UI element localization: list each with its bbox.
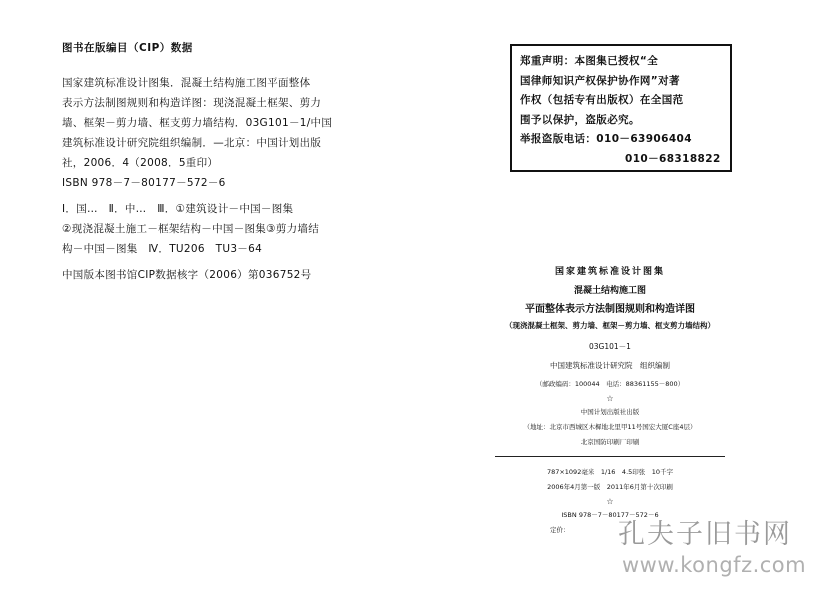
isbn: ISBN 978－7－80177－572－6 [561, 511, 659, 519]
copyright-notice-box [510, 44, 732, 172]
notice-line: 郑重声明：本图集已授权“全 [520, 55, 659, 67]
cip-title: 图书在版编目（CIP）数据 [62, 42, 193, 54]
cip-description [62, 73, 402, 285]
cip-line: 墙、框架－剪力墙、框支剪力墙结构．03G101－1/中国 [62, 117, 333, 129]
compiler: 中国建筑标准设计研究院 组织编制 [550, 361, 670, 370]
cip-line: 表示方法制图规则和构造详图：现浇混凝土框架、剪力 [62, 97, 322, 109]
star-divider: ☆ [606, 394, 614, 403]
series-title: 国家建筑标准设计图集 [554, 267, 665, 277]
cip-block [62, 40, 402, 285]
price: 定价： [550, 526, 570, 534]
cip-subject-line: 构－中国－图集 Ⅳ．TU206 TU3－64 [62, 243, 263, 255]
notice-line: 国律师知识产权保护协作网”对著 [520, 74, 680, 87]
publisher: 中国计划出版社出版 [580, 408, 640, 416]
notice-phone: 举报盗版电话：010－63906404 [520, 133, 692, 145]
publisher-address: （地址：北京市西城区木樨地北里甲11号国宏大厦C座4层） [523, 423, 697, 431]
book-title-2: 平面整体表示方法制图规则和构造详图 [525, 304, 695, 315]
colophon-block [440, 264, 780, 540]
cip-subject-line: ②现浇混凝土施工－框架结构－中国－图集③剪力墙结 [62, 223, 320, 235]
divider-rule [495, 456, 725, 457]
star-divider: ☆ [606, 497, 614, 506]
watermark-text: 孔夫子旧书网 [618, 519, 792, 550]
print-specs: 787×1092毫米 1/16 4.5印张 10千字 [546, 468, 674, 476]
book-title-1: 混凝土结构施工图 [573, 286, 646, 296]
cip-line: 国家建筑标准设计图集．混凝土结构施工图平面整体 [62, 77, 311, 89]
contact-info: （邮政编码：100044 电话：88361155－800） [535, 380, 685, 388]
cip-line: 建筑标准设计研究院组织编制．—北京：中国计划出版 [62, 137, 322, 149]
notice-phone-2: 010－68318822 [625, 152, 721, 165]
notice-line: 围予以保护，盗版必究。 [520, 113, 640, 126]
cip-line: 社，2006．4（2008．5重印） [62, 157, 219, 169]
edition-info: 2006年4月第一版 2011年6月第十次印刷 [547, 483, 673, 491]
watermark-url: www.kongfz.com [622, 553, 807, 577]
printer: 北京国防印刷厂印刷 [580, 438, 640, 446]
cip-record: 中国版本图书馆CIP数据核字（2006）第036752号 [62, 269, 312, 281]
book-code: 03G101－1 [589, 342, 631, 351]
book-subtitle: （现浇混凝土框架、剪力墙、框架－剪力墙、框支剪力墙结构） [505, 321, 715, 330]
cip-subject-line: Ⅰ．国… Ⅱ．中… Ⅲ．①建筑设计－中国－图集 [62, 203, 294, 215]
notice-line: 作权（包括专有出版权）在全国范 [520, 94, 684, 106]
cip-isbn: ISBN 978－7－80177－572－6 [62, 177, 226, 189]
